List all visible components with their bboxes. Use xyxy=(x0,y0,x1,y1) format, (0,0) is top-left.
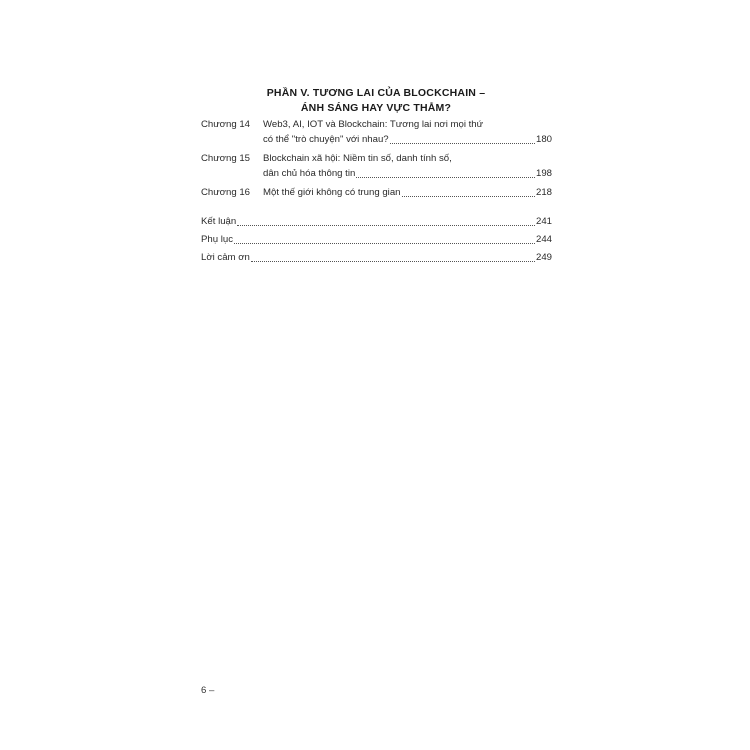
dot-leader xyxy=(356,176,535,178)
entry-title: Phụ lục xyxy=(201,234,233,245)
page-number: 249 xyxy=(535,252,552,263)
dot-leader xyxy=(251,260,535,262)
page-number: 180 xyxy=(535,134,552,145)
part-title-line-1: PHẦN V. TƯƠNG LAI CỦA BLOCKCHAIN – xyxy=(266,87,486,99)
toc-entry-chapter-15[interactable] xyxy=(201,151,552,181)
page-number: 218 xyxy=(535,187,552,198)
chapter-title-line-1: Blockchain xã hội: Niềm tin số, danh tính số, xyxy=(263,153,452,164)
page-number: 244 xyxy=(535,234,552,245)
toc-entry-chapter-14[interactable] xyxy=(201,117,552,147)
part-title-line-2: ÁNH SÁNG HAY VỰC THẲM? xyxy=(300,102,452,114)
entry-title: Kết luận xyxy=(201,216,237,227)
chapter-label: Chương 16 xyxy=(201,187,250,198)
entry-title: Lời cảm ơn xyxy=(201,252,250,263)
page-number: 241 xyxy=(535,216,552,227)
page-number: 198 xyxy=(535,168,552,179)
dot-leader xyxy=(237,224,535,226)
part-title xyxy=(200,86,552,116)
chapter-label: Chương 14 xyxy=(201,119,250,130)
toc-entry-conclusion[interactable] xyxy=(201,214,552,229)
chapter-title: Một thế giới không có trung gian xyxy=(263,187,401,198)
dot-leader xyxy=(402,195,535,197)
chapter-label: Chương 15 xyxy=(201,153,250,164)
dot-leader xyxy=(390,142,535,144)
toc-entry-chapter-16[interactable] xyxy=(201,185,552,200)
toc-entry-appendix[interactable] xyxy=(201,232,552,247)
toc-entry-acknowledgements[interactable] xyxy=(201,250,552,265)
chapter-title-line-1: Web3, AI, IOT và Blockchain: Tương lai nơi mọi thứ xyxy=(263,119,484,130)
back-matter-list xyxy=(201,214,552,265)
dot-leader xyxy=(234,242,535,244)
chapter-title-line-2: dân chủ hóa thông tin xyxy=(263,168,356,179)
page-folio: 6 – xyxy=(201,685,215,696)
chapter-title-line-2: có thể "trò chuyện" với nhau? xyxy=(263,134,389,145)
chapter-list xyxy=(201,117,552,200)
